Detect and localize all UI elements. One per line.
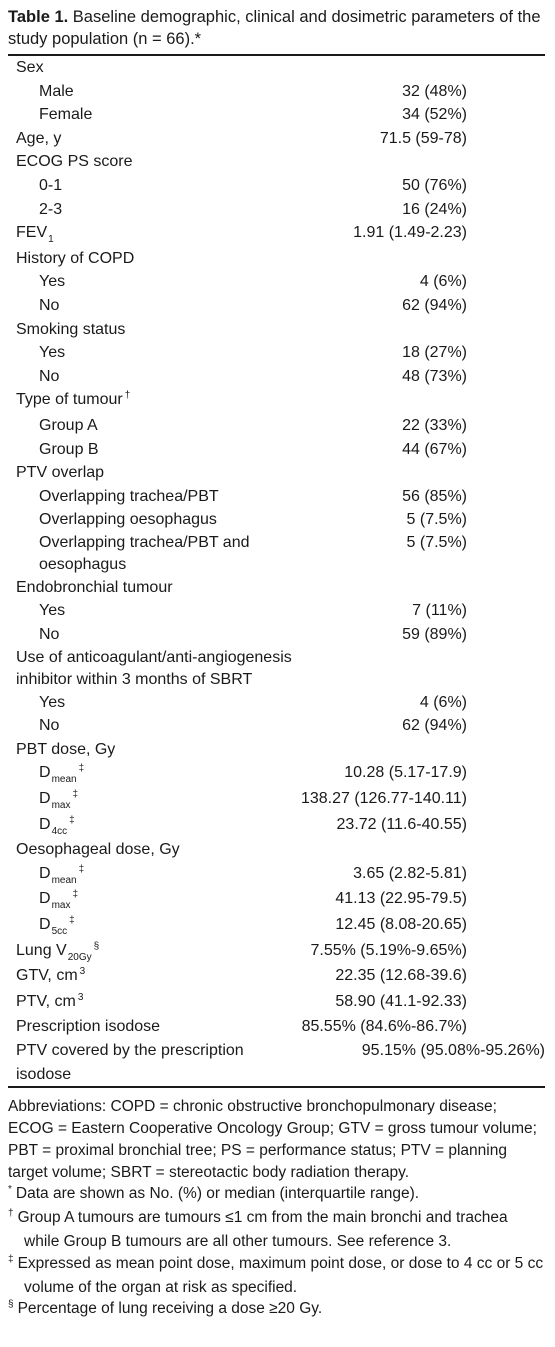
row-value: 4 (6%): [419, 693, 467, 711]
label-subscript: 20Gy: [67, 951, 92, 963]
footnote-mark: ‡: [8, 1253, 14, 1265]
table-row: [8, 862, 545, 888]
footnote-text: Group A tumours are tumours ≤1 cm from the main bronchi and trachea while Group B tumours are all other tumours. See reference 3.: [17, 1209, 508, 1250]
label-superscript: ‡: [72, 889, 79, 901]
footnote-text: Expressed as mean point dose, maximum point dose, or dose to 4 cc or 5 cc volume of the organ at risk as specified.: [17, 1254, 544, 1296]
label-text: GTV, cm: [16, 967, 78, 985]
row-value: 5 (7.5%): [406, 533, 467, 551]
row-value: 5 (7.5%): [406, 511, 467, 529]
table-row: [8, 103, 545, 127]
row-value: 1.91 (1.49-2.23): [353, 224, 467, 242]
label-text: D: [39, 815, 51, 833]
table-row: [8, 365, 545, 389]
table-row: [8, 56, 545, 80]
table-row: [8, 461, 545, 485]
label-superscript: ‡: [72, 789, 79, 801]
row-label: [8, 964, 279, 990]
row-value: 7 (11%): [412, 602, 467, 620]
row-label: [8, 221, 279, 247]
row-value: [279, 576, 545, 600]
footnote-mark: *: [8, 1184, 12, 1196]
row-label: [8, 761, 279, 787]
row-label: Yes: [39, 273, 66, 291]
table-row: [8, 198, 545, 222]
footnote: [8, 1183, 545, 1207]
row-value: 22 (33%): [402, 416, 467, 434]
row-label: Group A: [39, 416, 98, 434]
row-label: 0-1: [39, 176, 63, 194]
table-row: [8, 964, 545, 990]
row-value: 10.28 (5.17-17.9): [344, 764, 467, 782]
label-subscript: max: [51, 900, 71, 912]
label-text: D: [39, 864, 51, 882]
label-subscript: 1: [48, 234, 54, 246]
row-value: 32 (48%): [402, 82, 467, 100]
table-row: [8, 127, 545, 151]
label-text: PTV, cm: [16, 992, 76, 1010]
row-value: [279, 56, 545, 80]
table-row: [8, 1015, 545, 1039]
row-label: Overlapping trachea/PBT: [39, 487, 219, 505]
table-row: [8, 438, 545, 462]
label-superscript: ‡: [78, 763, 85, 775]
row-value: [279, 738, 545, 762]
row-value: 22.35 (12.68-39.6): [335, 967, 467, 985]
row-value: 12.45 (8.08-20.65): [335, 916, 467, 933]
table-caption: [8, 6, 545, 50]
label-text: D: [39, 890, 51, 908]
row-label: ECOG PS score: [16, 153, 133, 171]
row-label: Oesophageal dose, Gy: [16, 841, 180, 859]
table-row: [8, 1039, 545, 1086]
row-value: 95.15% (95.08%-95.26%): [361, 1041, 545, 1059]
row-value: 23.72 (11.6-40.55): [336, 815, 467, 833]
table-row: [8, 508, 545, 532]
label-superscript: ‡: [69, 814, 75, 826]
table-row: [8, 532, 545, 576]
row-label: Yes: [39, 344, 66, 362]
row-value: [279, 247, 545, 271]
table-number: Table 1.: [8, 8, 69, 26]
footnote-text: Data are shown as No. (%) or median (interquartile range).: [15, 1185, 420, 1203]
row-label: No: [39, 717, 60, 735]
label-subscript: mean: [51, 774, 77, 786]
row-label: Overlapping trachea/PBT and oesophagus: [39, 533, 250, 573]
label-subscript: max: [51, 800, 71, 812]
table-notes: [8, 1096, 545, 1322]
row-label: Prescription isodose: [16, 1018, 161, 1036]
table-row: [8, 318, 545, 342]
table-row: [8, 887, 545, 913]
row-label: PBT dose, Gy: [16, 740, 116, 758]
baseline-parameters-table: [8, 56, 545, 1086]
table-row: [8, 414, 545, 438]
row-label: Use of anticoagulant/anti-angiogenesis inhibitor within 3 months of SBRT: [16, 648, 292, 688]
row-value: 16 (24%): [402, 200, 467, 218]
table-row: [8, 813, 545, 839]
label-text: D: [39, 916, 51, 933]
row-label: No: [39, 367, 60, 385]
label-text: FEV: [16, 224, 48, 242]
table-row: [8, 990, 545, 1016]
table-title: Baseline demographic, clinical and dosimetric parameters of the study population (n = 66).*: [8, 8, 541, 48]
table-row: [8, 838, 545, 862]
row-value: 34 (52%): [402, 106, 467, 124]
row-value: [279, 838, 545, 862]
label-text: Type of tumour: [16, 391, 123, 409]
row-label: [8, 939, 279, 965]
row-label: Sex: [16, 59, 44, 76]
row-value: 48 (73%): [402, 367, 467, 385]
table-row: [8, 80, 545, 104]
table-row: [8, 787, 545, 813]
label-superscript: 3: [79, 966, 86, 978]
row-value: 59 (89%): [402, 626, 467, 644]
footnote-mark: †: [8, 1208, 14, 1220]
table-row: [8, 247, 545, 271]
row-label: Overlapping oesophagus: [39, 511, 217, 529]
table-row: [8, 294, 545, 318]
row-label: Group B: [39, 440, 99, 458]
label-subscript: mean: [51, 874, 77, 886]
label-text: D: [39, 764, 51, 782]
label-superscript: †: [124, 390, 131, 402]
row-value: [279, 388, 545, 414]
table-row: [8, 221, 545, 247]
footnote: [8, 1298, 545, 1322]
row-value: 50 (76%): [402, 176, 467, 194]
table-row: [8, 761, 545, 787]
abbreviations-note: Abbreviations: COPD = chronic obstructive bronchopulmonary disease; ECOG = Eastern Cooperative Oncology Group; GTV = gross tumour volume; PBT = proximal bronchial tree; PS = performance status; PTV = planning target volume; SBRT = stereotactic body radiation therapy.: [8, 1098, 537, 1181]
row-value: [279, 318, 545, 342]
row-label: PTV overlap: [16, 464, 105, 482]
row-label: 2-3: [39, 200, 63, 218]
row-label: [8, 990, 279, 1016]
row-value: [279, 150, 545, 174]
table-row: [8, 599, 545, 623]
row-value: 85.55% (84.6%-86.7%): [301, 1018, 467, 1036]
table-row: [8, 341, 545, 365]
row-label: [8, 887, 279, 913]
label-superscript: 3: [77, 991, 84, 1003]
row-label: [8, 862, 279, 888]
table-row: [8, 270, 545, 294]
row-value: 4 (6%): [419, 273, 467, 291]
row-label: Female: [39, 106, 93, 124]
label-subscript: 4cc: [51, 825, 68, 837]
row-label: Yes: [39, 602, 66, 620]
table-row: [8, 939, 545, 965]
row-label: History of COPD: [16, 249, 135, 267]
row-value: 138.27 (126.77-140.11): [300, 790, 467, 808]
row-label: PTV covered by the prescription isodose: [16, 1041, 244, 1083]
footnote-mark: §: [8, 1299, 14, 1311]
label-superscript: ‡: [78, 863, 85, 875]
row-value: 71.5 (59-78): [379, 129, 467, 147]
row-value: 41.13 (22.95-79.5): [335, 890, 467, 908]
row-value: 18 (27%): [402, 344, 467, 362]
row-label: [8, 913, 279, 939]
row-label: [8, 388, 279, 414]
table-row: [8, 691, 545, 715]
table-row: [8, 623, 545, 647]
row-label: Endobronchial tumour: [16, 578, 173, 596]
label-text: Lung V: [16, 941, 67, 959]
label-subscript: 5cc: [51, 926, 68, 937]
row-value: 62 (94%): [402, 717, 467, 735]
row-value: 44 (67%): [402, 440, 467, 458]
label-superscript: §: [93, 940, 100, 952]
footnote: [8, 1253, 545, 1299]
row-label: Male: [39, 82, 74, 100]
row-value: 58.90 (41.1-92.33): [335, 992, 467, 1010]
row-label: Yes: [39, 693, 66, 711]
row-value: [279, 461, 545, 485]
footnote-text: Percentage of lung receiving a dose ≥20 Gy.: [17, 1300, 323, 1318]
table-row: [8, 174, 545, 198]
table-row: [8, 388, 545, 414]
row-label: No: [39, 626, 60, 644]
label-text: D: [39, 790, 51, 808]
table-bottom-rule: [8, 1086, 545, 1088]
footnote: [8, 1207, 545, 1253]
table-row: [8, 150, 545, 174]
table-row: [8, 576, 545, 600]
row-label: [8, 813, 279, 839]
row-label: [8, 787, 279, 813]
table-row: [8, 913, 545, 939]
table-row: [8, 485, 545, 509]
row-value: 62 (94%): [402, 296, 467, 314]
row-label: Age, y: [16, 129, 62, 147]
row-label: No: [39, 296, 60, 314]
label-superscript: ‡: [69, 915, 75, 926]
row-value: 3.65 (2.82-5.81): [353, 864, 467, 882]
row-label: Smoking status: [16, 320, 126, 338]
table-row: [8, 714, 545, 738]
table-row: [8, 738, 545, 762]
row-value: 56 (85%): [402, 487, 467, 505]
row-value: 7.55% (5.19%-9.65%): [310, 941, 467, 959]
table-row: [8, 647, 545, 691]
